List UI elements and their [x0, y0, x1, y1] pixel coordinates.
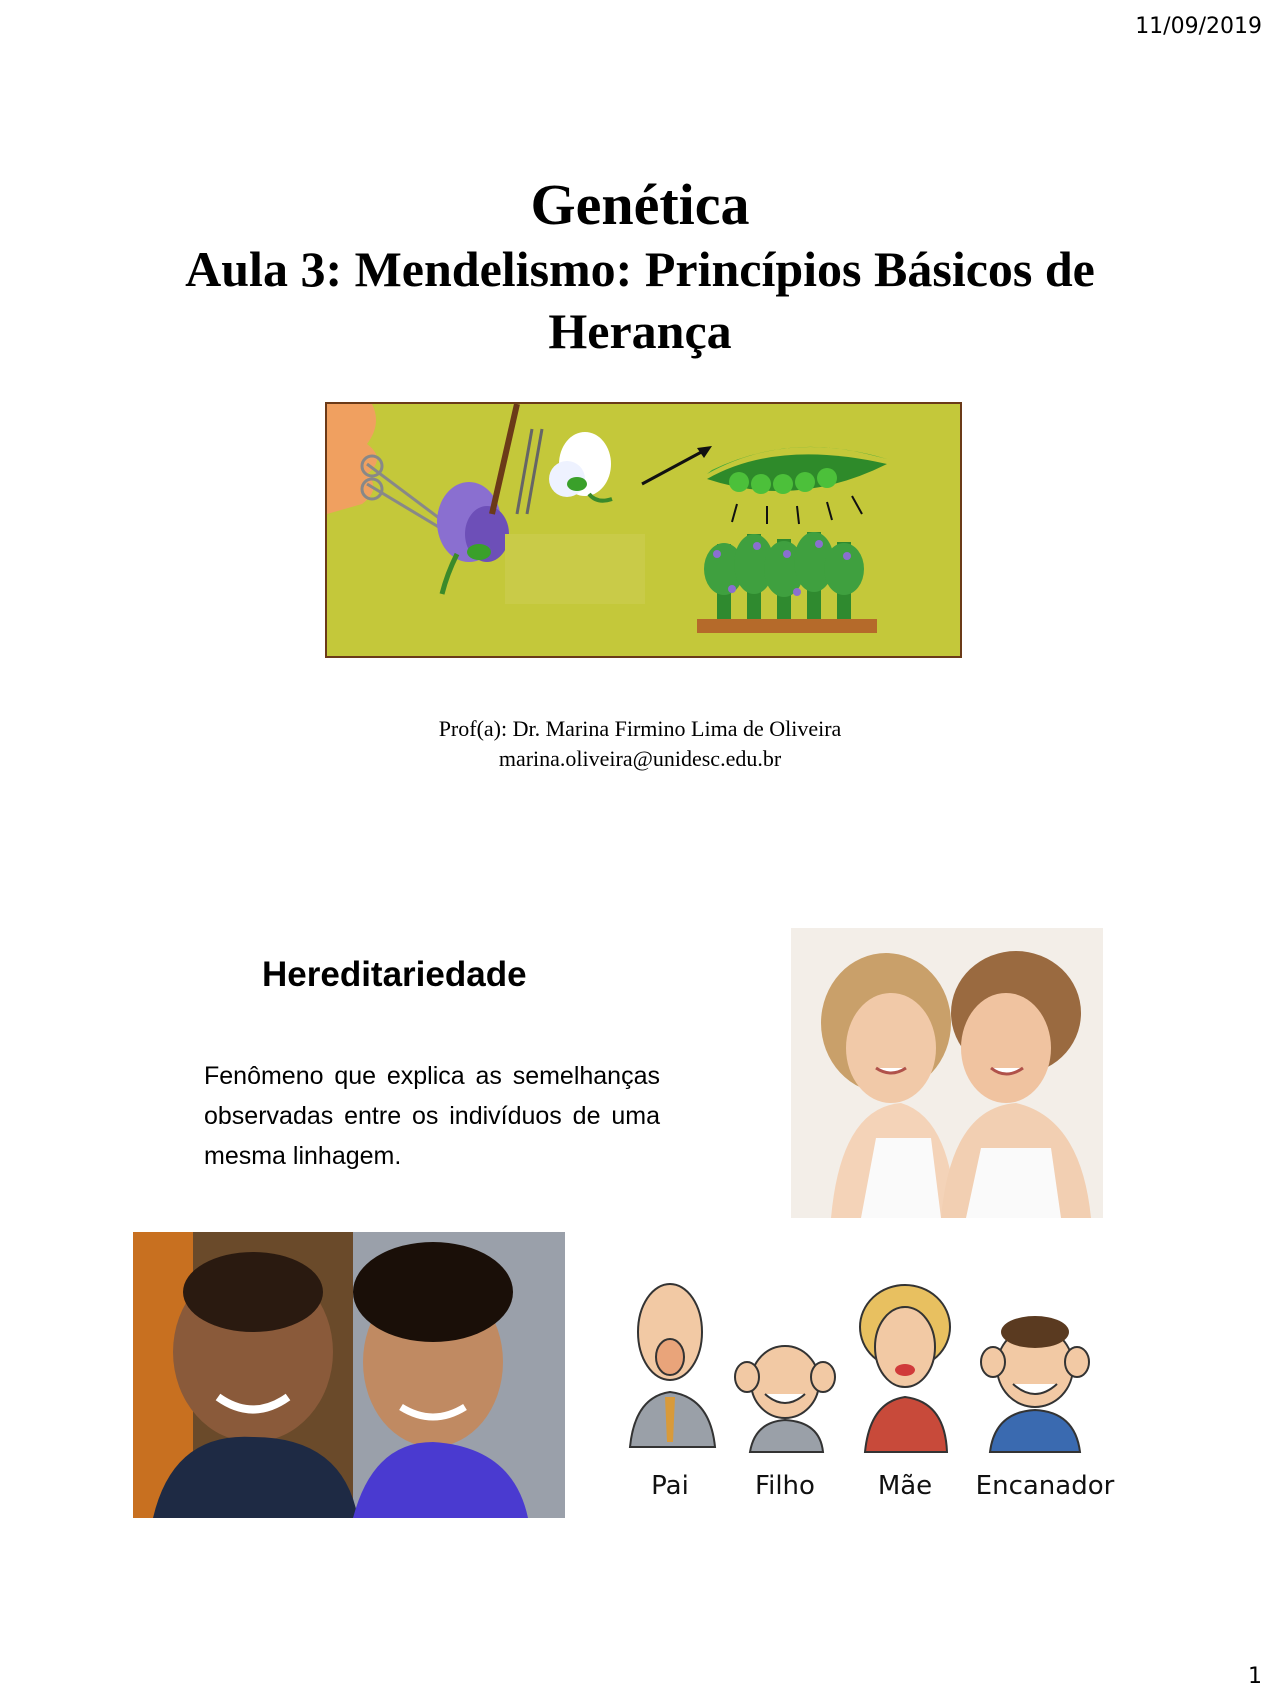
father-son-illustration — [133, 1232, 565, 1518]
page-title: Genética — [530, 172, 750, 237]
cartoon-label-encanador: Encanador — [975, 1471, 1115, 1501]
professor-email: marina.oliveira@unidesc.edu.br — [498, 746, 782, 771]
title-block — [0, 172, 1280, 362]
mother-daughter-photo — [791, 928, 1103, 1218]
page-subtitle: Aula 3: Mendelismo: Princípios Básicos de Herança — [185, 241, 1095, 359]
professor-name: Prof(a): Dr. Marina Firmino Lima de Oliveira — [438, 716, 842, 741]
father-son-photo — [133, 1232, 565, 1518]
page-number: 1 — [1248, 1664, 1262, 1689]
professor-info — [0, 714, 1280, 774]
family-cartoon-illustration — [625, 1262, 1135, 1507]
cartoon-label-filho: Filho — [755, 1471, 815, 1501]
women-photo-illustration — [791, 928, 1103, 1218]
cartoon-label-pai: Pai — [651, 1471, 689, 1501]
page-date: 11/09/2019 — [1135, 14, 1262, 39]
cartoon-label-mae: Mãe — [877, 1471, 933, 1501]
definition-paragraph: Fenômeno que explica as semelhanças observadas entre os indivíduos de uma mesma linhagem. — [204, 1062, 660, 1170]
section-heading: Hereditariedade — [262, 955, 527, 994]
pea-cross-illustration — [327, 404, 960, 656]
mendel-pea-illustration — [325, 402, 962, 658]
family-cartoon — [625, 1262, 1135, 1507]
